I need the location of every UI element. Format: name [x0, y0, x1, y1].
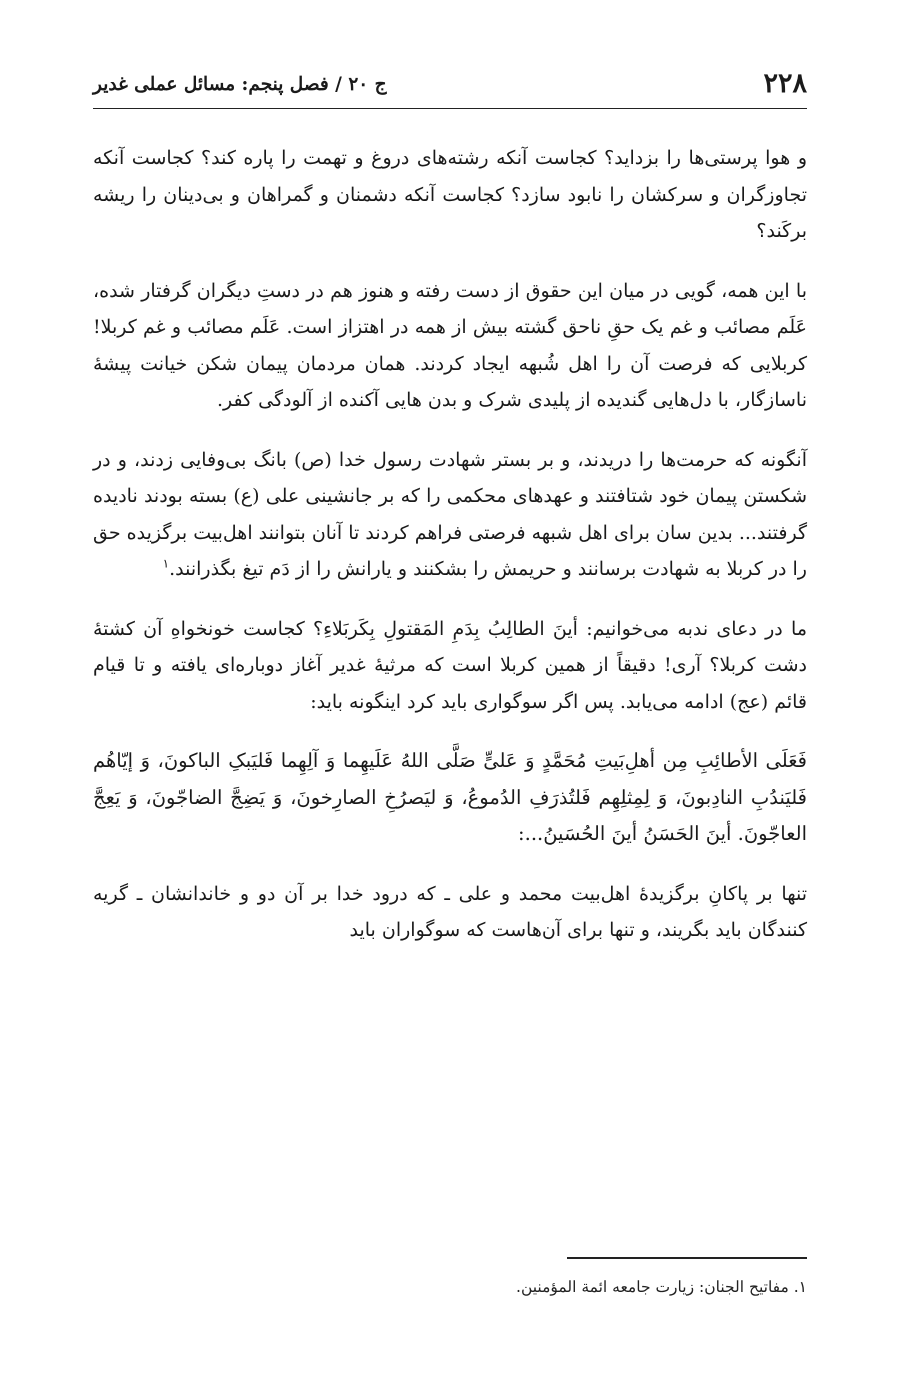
footnote: ۱. مفاتیح الجنان: زیارت جامعه ائمة المؤمنین. — [516, 1278, 807, 1296]
running-title: ج ۲۰ / فصل پنجم: مسائل عملی غدیر — [93, 74, 387, 95]
page-body — [93, 140, 807, 972]
paragraph-6: تنها بر پاکانِ برگزیدهٔ اهل‌بیت محمد و علی ـ که درود خدا بر آن دو و خاندانشان ـ گریه کنندگان باید بگریند، و تنها برای آن‌هاست که سوگواران باید — [93, 882, 807, 941]
paragraph-2: با این همه، گویی در میان این حقوق از دست رفته و هنوز هم در دستِ دیگران گرفتار شده، عَلَم مصائب و غم یک حقِ ناحق گشته بیش از همه در اهتزاز است. عَلَم مصائب و غم کربلا! کربلایی که فرصت آن را اهل شُبهه ایجاد کردند. همان مردمان پیمان شکن خیانت پیشهٔ ناسازگار، با دل‌هایی گندیده از پلیدی شرک و بدن هایی آکنده از آلودگی کفر. — [93, 279, 807, 411]
footnote-divider — [567, 1257, 807, 1259]
paragraph-4: ما در دعای ندبه می‌خوانیم: أینَ الطالِبُ بِدَمِ المَقتولِ بِکَربَلاءِ؟ کجاست خونخواهِ آن کشتهٔ دشت کربلا؟ آری! دقیقاً از همین کربلا است که مرثیهٔ غدیر آغاز دوباره‌ای یافته و تا قیام قائم (عج) ادامه می‌یابد. پس اگر سوگواری باید کرد اینگونه باید: — [93, 617, 807, 713]
footnote-marker: ۱ — [162, 556, 170, 571]
arabic-quote: فَعَلَی الأطائِبِ مِن أهلِ‌بَیتِ مُحَمَّدٍ وَ عَلیٍّ صَلَّی اللهُ عَلَیهِما وَ آلِهِما فَلیَبکِ الباکونَ، وَ إیّاهُم فَلیَندُبِ النادِبونَ، وَ لِمِثلِهِم فَلتُذرَفِ الدُموعُ، وَ لیَصرُخِ الصارِخونَ، وَ یَضِجَّ الضاجّونَ، وَ یَعِجَّ العاجّونَ. أینَ الحَسَنُ أینَ الحُسَینُ...: — [93, 749, 807, 845]
paragraph-1: و هوا پرستی‌ها را بزداید؟ کجاست آنکه رشته‌های دروغ و تهمت را پاره کند؟ کجاست آنکه تجاوزگران و سرکشان را نابود سازد؟ کجاست آنکه دشمنان و گمراهان و بی‌دینان را ریشه برکَند؟ — [93, 147, 807, 242]
paragraph-3 — [93, 442, 807, 588]
paragraph-3-text: آنگونه که حرمت‌ها را دریدند، و بر بستر شهادت رسول خدا (ص) بانگ بی‌وفایی زدند، و در شکستن پیمان خود شتافتند و عهدهای محکمی را که بر جانشینی علی (ع) بسته بودند نادیده گرفتند... بدین سان برای اهل شبهه فرصتی فراهم کردند تا آنان بتوانند اهل‌بیت برگزیده حق را در کربلا به شهادت برسانند و حریمش را بشکنند و یارانش را از دَم تیغ بگذرانند. — [93, 448, 807, 580]
page-number: ۲۲۸ — [763, 68, 807, 99]
page-header — [93, 66, 807, 109]
